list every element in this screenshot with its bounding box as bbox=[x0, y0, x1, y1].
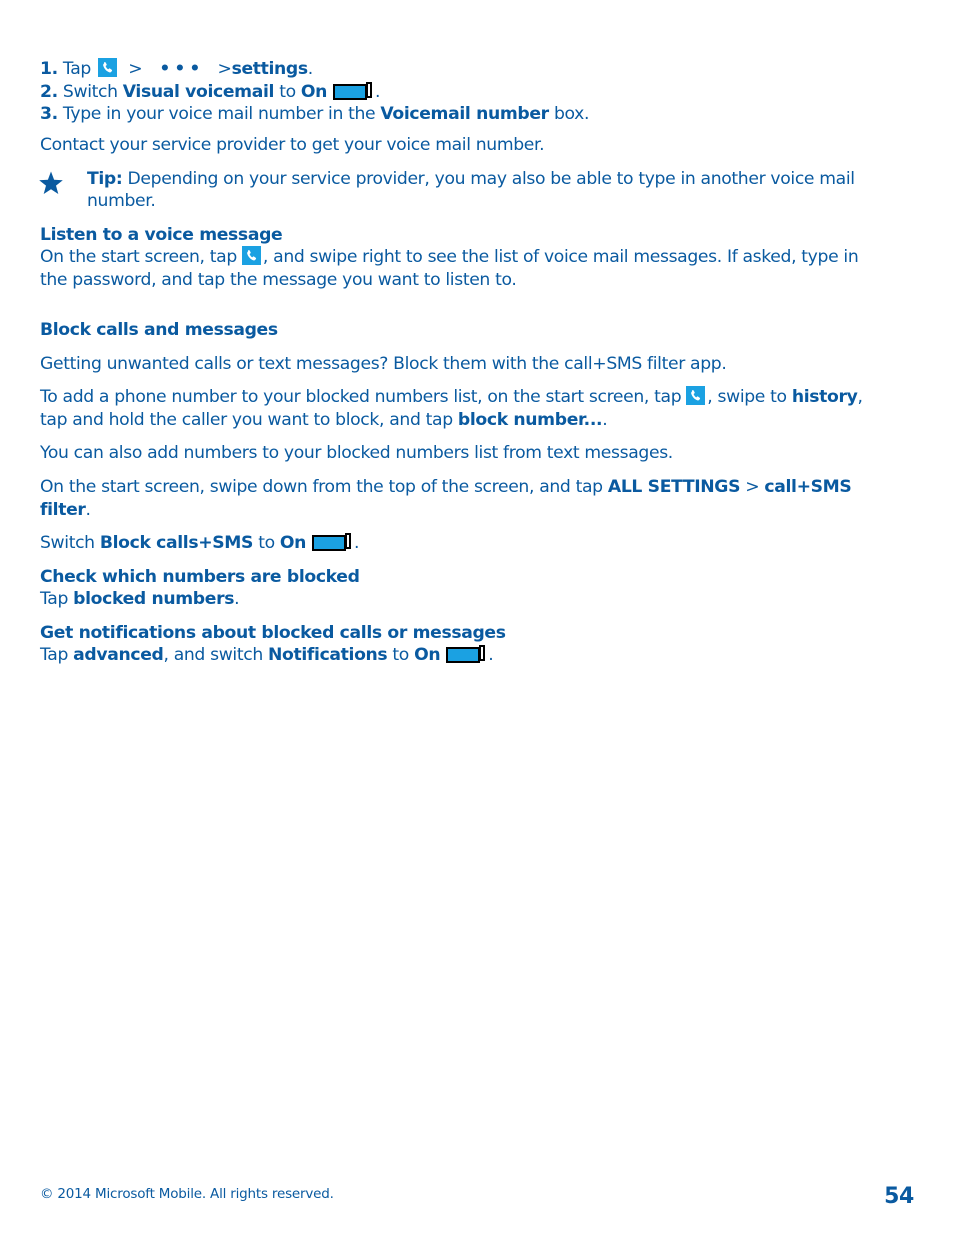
check-heading: Check which numbers are blocked bbox=[40, 567, 360, 587]
settings-link: settings bbox=[231, 59, 308, 79]
block-paragraph-2-line-1 bbox=[40, 386, 863, 408]
on-label: On bbox=[414, 645, 441, 665]
separator: > bbox=[217, 59, 232, 79]
block-text: tap and hold the caller you want to block, and tap bbox=[40, 410, 453, 430]
tip-star-icon bbox=[38, 170, 64, 196]
block-paragraph-1: Getting unwanted calls or text messages? Block them with the call+SMS filter app. bbox=[40, 354, 727, 374]
check-paragraph bbox=[40, 588, 239, 610]
advanced-label: advanced bbox=[73, 645, 164, 665]
punct: . bbox=[234, 589, 240, 609]
block-paragraph-5 bbox=[40, 532, 359, 554]
phone-icon[interactable] bbox=[98, 58, 117, 77]
notif-text: Tap bbox=[40, 645, 69, 665]
toggle-on-icon[interactable] bbox=[333, 83, 375, 99]
on-label: On bbox=[279, 533, 307, 553]
block-paragraph-2-line-2 bbox=[40, 409, 607, 431]
block-text: to bbox=[258, 533, 275, 553]
block-text: , swipe to bbox=[707, 387, 787, 407]
step-1 bbox=[40, 58, 313, 80]
tip-line-2: number. bbox=[87, 191, 156, 211]
copyright-footer: © 2014 Microsoft Mobile. All rights reserved. bbox=[40, 1186, 334, 1202]
phone-icon[interactable] bbox=[242, 246, 261, 265]
punct: . bbox=[85, 500, 91, 520]
block-calls-sms-label: Block calls+SMS bbox=[99, 533, 254, 553]
listen-line-1 bbox=[40, 246, 858, 268]
listen-heading: Listen to a voice message bbox=[40, 225, 283, 245]
notif-text: to bbox=[392, 645, 409, 665]
voicemail-number-label: Voicemail number bbox=[380, 104, 549, 124]
visual-voicemail-label: Visual voicemail bbox=[122, 82, 275, 102]
history-label: history bbox=[791, 387, 858, 407]
tip-label: Tip: bbox=[87, 169, 123, 189]
punct: . bbox=[375, 82, 381, 102]
blocked-numbers-label: blocked numbers bbox=[73, 589, 235, 609]
phone-icon[interactable] bbox=[686, 386, 705, 405]
step-number: 2. bbox=[40, 82, 58, 102]
punct: . bbox=[488, 645, 494, 665]
step-2 bbox=[40, 81, 380, 103]
step-number: 3. bbox=[40, 104, 58, 124]
step-text: to bbox=[279, 82, 296, 102]
notif-text: , and switch bbox=[163, 645, 263, 665]
tip-text: Depending on your service provider, you may also be able to type in another voice mail bbox=[127, 169, 855, 189]
punct: , bbox=[857, 387, 863, 407]
punct: . bbox=[307, 59, 313, 79]
toggle-on-icon[interactable] bbox=[446, 646, 488, 662]
filter-label: filter bbox=[40, 500, 86, 520]
block-number-label: block number... bbox=[457, 410, 603, 430]
listen-line-2: the password, and tap the message you want to listen to. bbox=[40, 270, 517, 290]
block-text: To add a phone number to your blocked numbers list, on the start screen, tap bbox=[40, 387, 682, 407]
separator: > bbox=[745, 477, 760, 497]
block-paragraph-4-line-1 bbox=[40, 476, 851, 498]
listen-text: , and swipe right to see the list of voice mail messages. If asked, type in bbox=[262, 247, 859, 267]
call-sms-label: call+SMS bbox=[764, 477, 852, 497]
step-text: Switch bbox=[62, 82, 118, 102]
contact-paragraph: Contact your service provider to get your voice mail number. bbox=[40, 135, 545, 155]
notifications-label: Notifications bbox=[268, 645, 388, 665]
page-number: 54 bbox=[884, 1184, 914, 1209]
block-paragraph-3: You can also add numbers to your blocked numbers list from text messages. bbox=[40, 443, 673, 463]
block-text: Switch bbox=[40, 533, 95, 553]
step-text: Type in your voice mail number in the bbox=[62, 104, 376, 124]
all-settings-label: ALL SETTINGS bbox=[607, 477, 741, 497]
punct: . bbox=[354, 533, 360, 553]
step-text: box. bbox=[553, 104, 590, 124]
notif-heading: Get notifications about blocked calls or messages bbox=[40, 623, 506, 643]
punct: . bbox=[602, 410, 608, 430]
check-text: Tap bbox=[40, 589, 69, 609]
toggle-on-icon[interactable] bbox=[312, 534, 354, 550]
more-dots-icon[interactable]: ••• bbox=[159, 59, 205, 79]
listen-text: On the start screen, tap bbox=[40, 247, 237, 267]
block-paragraph-4-line-2 bbox=[40, 499, 91, 521]
on-label: On bbox=[300, 82, 328, 102]
block-heading: Block calls and messages bbox=[40, 320, 278, 340]
block-text: On the start screen, swipe down from the top of the screen, and tap bbox=[40, 477, 603, 497]
notif-paragraph bbox=[40, 644, 493, 666]
step-3 bbox=[40, 103, 589, 125]
step-number: 1. bbox=[40, 59, 58, 79]
tip-line-1 bbox=[87, 168, 855, 190]
separator: > bbox=[128, 59, 143, 79]
step-text: Tap bbox=[62, 59, 91, 79]
